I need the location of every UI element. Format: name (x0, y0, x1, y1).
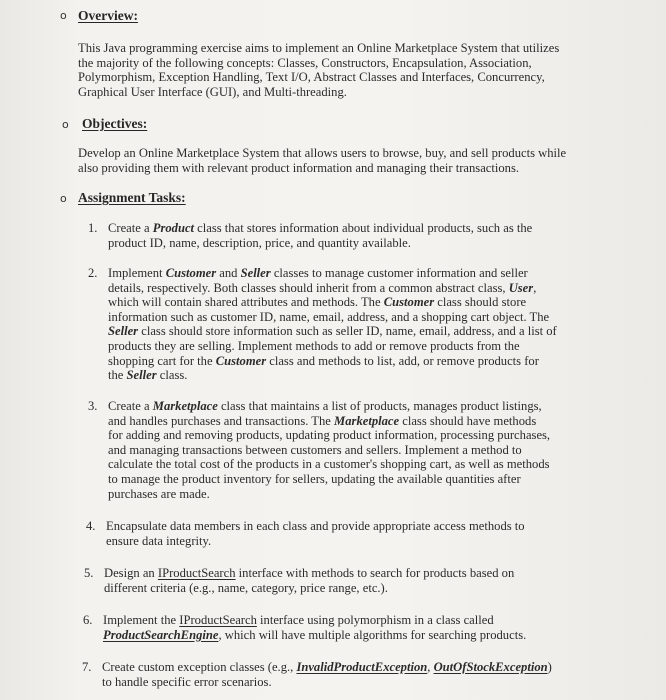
objectives-line: Develop an Online Marketplace System that allows users to browse, buy, and sell products while (78, 146, 567, 160)
task-text (108, 266, 557, 383)
task-text (102, 660, 552, 689)
task-line: purchases are made. (108, 486, 210, 501)
task-text (108, 399, 550, 501)
task-number: 4. (86, 519, 96, 533)
task-line: and managing transactions between customers and sellers. Implement a method to (108, 442, 522, 457)
task-line: shopping cart for the Customer class and methods to list, add, or remove products for (108, 353, 539, 368)
overview-line: Polymorphism, Exception Handling, Text I/O, Abstract Classes and Interfaces, Concurrency, (78, 70, 545, 85)
task-text (106, 519, 525, 548)
overview-bullet: o (60, 9, 67, 22)
task-line: the Seller class. (108, 368, 188, 383)
task-line: which will contain shared attributes and methods. The Customer class should store (108, 295, 527, 310)
tasks-bullet: o (60, 192, 67, 205)
overview-heading: Overview: (78, 8, 138, 23)
objectives-line: also providing them with relevant product information and managing their transactions. (78, 160, 520, 175)
task-text (103, 613, 526, 642)
task-line: product ID, name, description, price, and quantity available. (108, 235, 411, 250)
task-line: different criteria (e.g., name, category, price range, etc.). (104, 580, 388, 595)
task-line: Create custom exception classes (e.g., InvalidProductException, OutOfStockException) (102, 660, 552, 674)
tasks-heading: Assignment Tasks: (78, 190, 186, 205)
task-line: to handle specific error scenarios. (102, 674, 272, 689)
task-line: calculate the total cost of the products in a customer's shopping cart, as well as methods (108, 457, 550, 472)
objectives-heading: Objectives: (82, 116, 148, 131)
task-line: information such as customer ID, name, email, address, and a shopping cart object. The (108, 309, 550, 324)
task-line: Create a Product class that stores information about individual products, such as the (108, 221, 533, 235)
task-number: 6. (83, 613, 93, 627)
task-line: Encapsulate data members in each class and provide appropriate access methods to (106, 519, 525, 533)
task-line: Design an IProductSearch interface with methods to search for products based on (104, 566, 515, 580)
overview-line: the majority of the following concepts: Classes, Constructors, Encapsulation, Association, (78, 55, 532, 70)
task-number: 3. (88, 399, 98, 413)
task-line: and handles purchases and transactions. The Marketplace class should have methods (108, 413, 537, 428)
objectives-bullet: o (62, 118, 69, 131)
task-number: 2. (88, 266, 98, 280)
overview-line: Graphical User Interface (GUI), and Multi-threading. (78, 84, 347, 99)
task-line: Implement the IProductSearch interface using polymorphism in a class called (103, 613, 494, 627)
task-number: 5. (84, 566, 94, 580)
task-line: details, respectively. Both classes should inherit from a common abstract class, User, (108, 280, 537, 295)
objectives-paragraph (78, 146, 566, 175)
task-line: Seller class should store information such as seller ID, name, email, address, and a list of (108, 324, 557, 339)
task-line: Implement Customer and Seller classes to manage customer information and seller (108, 266, 528, 280)
task-line: ensure data integrity. (106, 533, 212, 548)
task-line: Create a Marketplace class that maintains a list of products, manages product listings, (108, 399, 542, 413)
task-number: 7. (82, 660, 92, 674)
task-text (108, 221, 532, 250)
task-line: for adding and removing products, updating product information, processing purchases, (108, 428, 551, 443)
task-line: ProductSearchEngine, which will have multiple algorithms for searching products. (103, 627, 527, 642)
task-line: products they are selling. Implement methods to add or remove products from the (108, 338, 520, 353)
task-text (104, 566, 514, 595)
overview-line: This Java programming exercise aims to implement an Online Marketplace System that utilizes (78, 41, 560, 55)
overview-paragraph (78, 41, 559, 99)
task-line: to manage the product inventory for sellers, updating the available quantities after (108, 471, 521, 486)
task-number: 1. (88, 221, 98, 235)
